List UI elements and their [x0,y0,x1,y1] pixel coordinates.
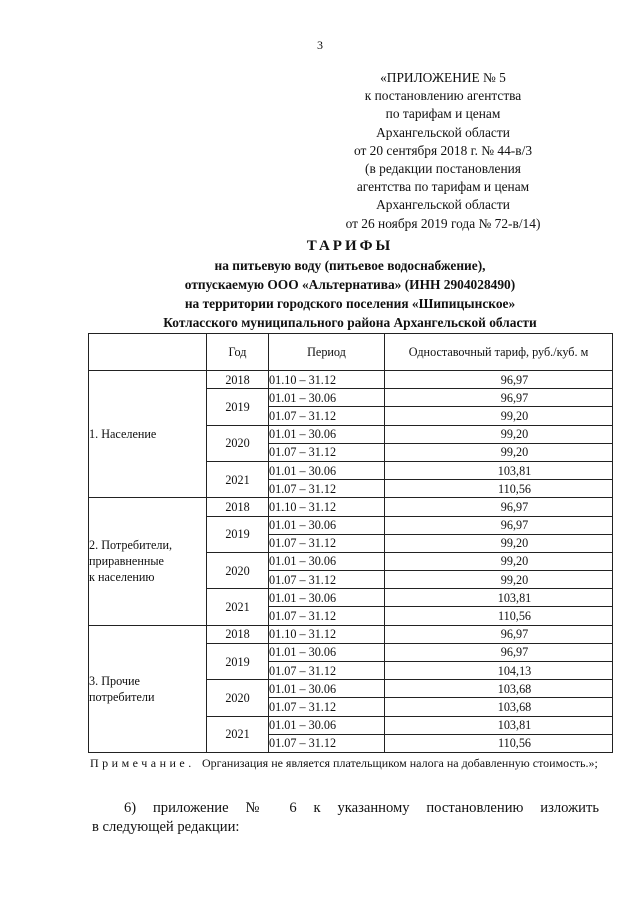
title-line: на питьевую воду (питьевое водоснабжение), [214,258,486,273]
period-cell: 01.01 – 30.06 [269,389,385,407]
tariff-value: 99,20 [500,445,529,460]
tariff-cell [385,552,613,570]
tariff-value: 96,97 [500,372,529,387]
note-text: Организация не является плательщиком налога на добавленную стоимость.»; [202,756,598,770]
tariff-cell [385,407,613,425]
period-cell: 01.01 – 30.06 [269,643,385,661]
category-label: потребители [89,689,155,704]
appendix-line: (в редакции постановления [365,161,521,177]
tariff-value: 103,81 [497,590,532,605]
tariff-value: 96,97 [500,499,529,514]
category-cell [89,498,207,625]
tariff-cell [385,461,613,479]
year-cell: 2019 [207,516,269,552]
appendix-line: агентства по тарифам и ценам [356,179,530,195]
tariff-cell [385,425,613,443]
category-cell [89,371,207,498]
note-label: Примечание. [90,756,195,770]
tariff-value: 110,56 [497,736,532,751]
tariff-table-body [89,371,613,753]
tariff-value: 99,20 [500,536,529,551]
period-cell: 01.01 – 30.06 [269,425,385,443]
appendix-header [318,69,568,233]
year-cell: 2021 [207,716,269,752]
header-tariff: Одноставочный тариф, руб./куб. м [385,334,613,371]
period-cell: 01.01 – 30.06 [269,516,385,534]
paragraph-line: 6) приложение № 6 к указанному постановлению изложить [124,800,599,816]
title-line: на территории городского поселения «Шипицынское» [184,296,516,311]
tariff-cell [385,480,613,498]
tariff-value: 103,68 [497,681,532,696]
tariff-value: 103,81 [497,718,532,733]
tariff-value: 96,97 [500,518,529,533]
period-cell: 01.07 – 31.12 [269,571,385,589]
period-cell: 01.07 – 31.12 [269,534,385,552]
tariff-value: 99,20 [500,572,529,587]
appendix-line: от 20 сентября 2018 г. № 44-в/3 [353,142,533,158]
category-label: 2. Потребители, [89,538,173,553]
appendix-line: «ПРИЛОЖЕНИЕ № 5 [380,70,506,85]
tariff-value: 99,20 [500,408,529,423]
appendix-line: по тарифам и ценам [385,106,501,122]
year-cell: 2020 [207,552,269,588]
tariff-value: 110,56 [497,481,532,496]
tariff-cell [385,662,613,680]
period-cell: 01.01 – 30.06 [269,680,385,698]
header-year: Год [207,334,269,371]
tariff-value: 103,68 [497,699,532,714]
title-line: отпускаемую ООО «Альтернатива» (ИНН 2904028490) [184,277,516,292]
paragraph-line: в следующей редакции: [92,819,240,835]
header-category [89,334,207,371]
table-row [89,498,613,516]
category-label: приравненные [89,554,164,569]
tariff-cell [385,607,613,625]
period-cell: 01.07 – 31.12 [269,734,385,752]
title-line: Котласского муниципального района Архангельской области [163,315,537,330]
tariff-value: 96,97 [500,627,529,642]
appendix-line: Архангельской области [376,197,510,213]
period-cell: 01.01 – 30.06 [269,589,385,607]
tariff-value: 104,13 [497,663,532,678]
page-number: 3 [317,38,323,52]
year-cell: 2021 [207,461,269,497]
header-period: Период [269,334,385,371]
tariff-cell [385,680,613,698]
appendix-line: от 26 ноября 2019 года № 72-в/14) [345,215,541,231]
tariff-value: 99,20 [500,427,529,442]
tariff-cell [385,389,613,407]
tariff-cell [385,698,613,716]
category-cell [89,625,207,752]
period-cell: 01.10 – 31.12 [269,625,385,643]
appendix-line: к постановлению агентства [364,88,522,104]
category-label: 3. Прочие [89,673,140,688]
year-cell: 2021 [207,589,269,625]
tariff-cell [385,534,613,552]
period-cell: 01.07 – 31.12 [269,407,385,425]
tariff-cell [385,589,613,607]
tariff-cell [385,625,613,643]
paragraph-6 [92,799,599,837]
table-header-row [89,334,613,371]
category-label: 1. Население [89,427,157,442]
year-cell: 2018 [207,498,269,516]
period-cell: 01.01 – 30.06 [269,552,385,570]
period-cell: 01.01 – 30.06 [269,461,385,479]
title-main: ТАРИФЫ [306,238,394,254]
table-row [89,371,613,389]
tariff-value: 96,97 [500,390,529,405]
tariff-value: 99,20 [500,554,529,569]
tariff-cell [385,516,613,534]
tariff-value: 110,56 [497,609,532,624]
period-cell: 01.10 – 31.12 [269,498,385,516]
period-cell: 01.07 – 31.12 [269,480,385,498]
tariff-table [88,333,613,753]
tariff-cell [385,716,613,734]
year-cell: 2018 [207,371,269,389]
table-row [89,625,613,643]
period-cell: 01.07 – 31.12 [269,607,385,625]
tariff-cell [385,498,613,516]
tariff-value: 96,97 [500,645,529,660]
period-cell: 01.07 – 31.12 [269,443,385,461]
period-cell: 01.10 – 31.12 [269,371,385,389]
period-cell: 01.07 – 31.12 [269,662,385,680]
year-cell: 2020 [207,680,269,716]
year-cell: 2018 [207,625,269,643]
tariff-cell [385,571,613,589]
appendix-line: Архангельской области [376,124,510,140]
year-cell: 2019 [207,389,269,425]
period-cell: 01.01 – 30.06 [269,716,385,734]
period-cell: 01.07 – 31.12 [269,698,385,716]
category-label: к населению [89,570,155,585]
tariff-value: 103,81 [497,463,532,478]
year-cell: 2020 [207,425,269,461]
document-title [80,237,620,332]
year-cell: 2019 [207,643,269,679]
tariff-cell [385,643,613,661]
tariff-cell [385,443,613,461]
tariff-cell [385,734,613,752]
tariff-cell [385,371,613,389]
